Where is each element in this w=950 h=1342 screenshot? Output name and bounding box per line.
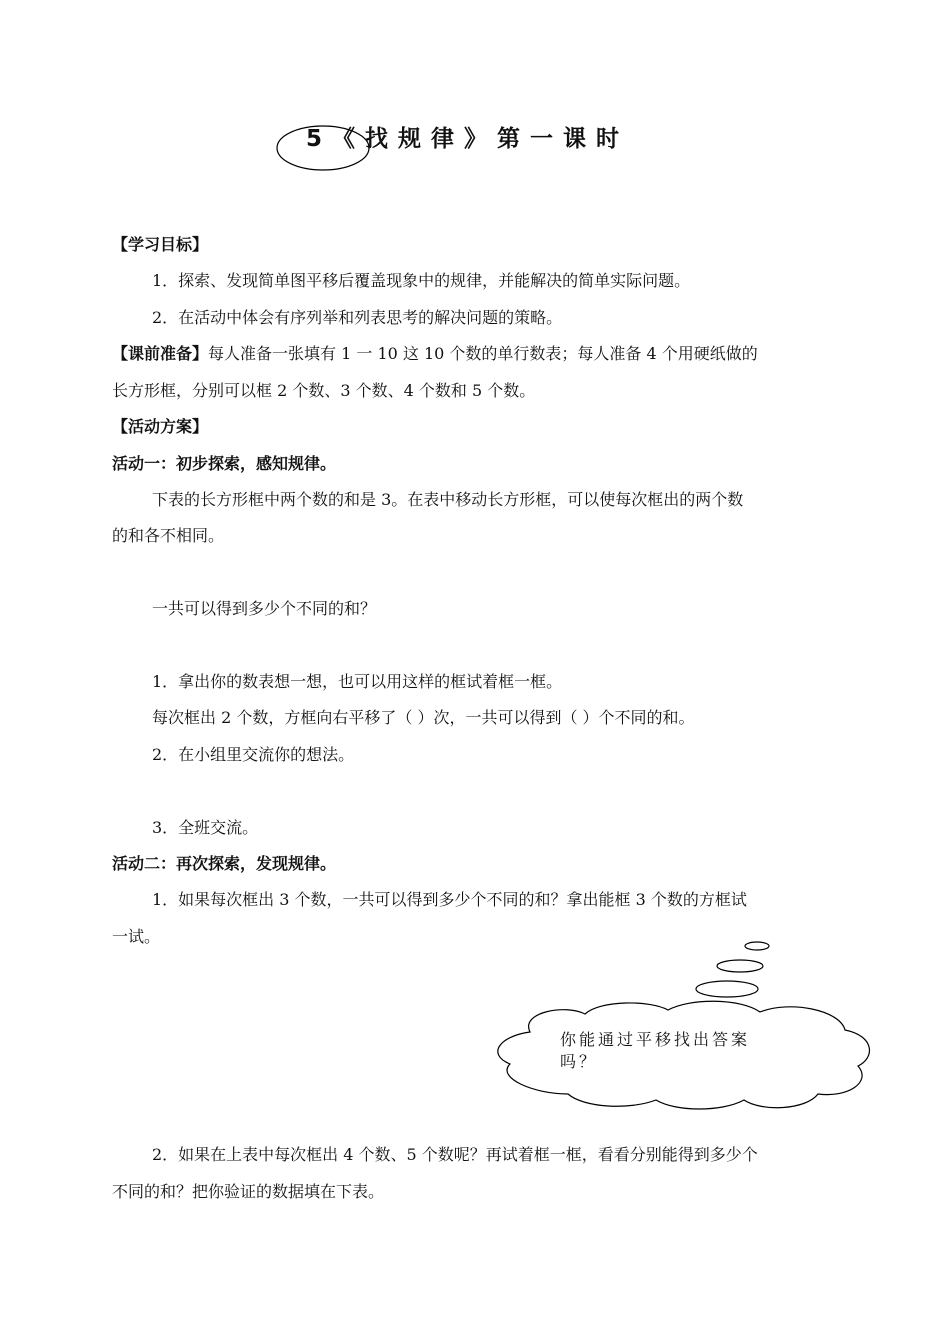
step-3: 3．全班交流。 xyxy=(152,818,259,837)
page-title: 5《找规律》第一课时 xyxy=(306,126,630,152)
question: 一共可以得到多少个不同的和？ xyxy=(152,599,377,618)
plan-heading: 【活动方案】 xyxy=(112,417,209,436)
prep-text-1: 每人准备一张填有 1 一 10 这 10 个数的单行数表；每人准备 4 个用硬纸做的 xyxy=(208,344,758,363)
thought-cloud xyxy=(498,1001,870,1109)
thought-bubbles xyxy=(696,942,769,997)
step-1b: 每次框出 2 个数，方框向右平移了（ ）次，一共可以得到（ ）个不同的和。 xyxy=(152,708,695,727)
activity2-heading: 活动二：再次探索，发现规律。 xyxy=(112,854,337,873)
activity2-q2-line-1: 2．如果在上表中每次框出 4 个数、5 个数呢？再试着框一框，看看分别能得到多少个 xyxy=(152,1145,758,1164)
activity1-line-1: 下表的长方形框中两个数的和是 3。在表中移动长方形框，可以使每次框出的两个数 xyxy=(152,490,744,509)
goals-heading: 【学习目标】 xyxy=(112,235,209,254)
prep-line-2: 长方形框，分别可以框 2 个数、3 个数、4 个数和 5 个数。 xyxy=(112,381,536,400)
goal-2: 2．在活动中体会有序列举和列表思考的解决问题的策略。 xyxy=(152,308,563,327)
activity1-heading: 活动一：初步探索，感知规律。 xyxy=(112,454,337,473)
goal-1: 1．探索、发现简单图平移后覆盖现象中的规律，并能解决的简单实际问题。 xyxy=(152,271,691,290)
activity2-line-1: 1．如果每次框出 3 个数，一共可以得到多少个不同的和？拿出能框 3 个数的方框试 xyxy=(152,890,747,909)
activity2-line-2: 一试。 xyxy=(112,927,161,946)
cloud-line-1: 你能通过平移找出答案 xyxy=(560,1030,751,1049)
cloud-line-2: 吗？ xyxy=(560,1052,599,1071)
step-2: 2．在小组里交流你的想法。 xyxy=(152,745,355,764)
activity1-line-2: 的和各不相同。 xyxy=(112,526,225,545)
activity2-q2-line-2: 不同的和？把你验证的数据填在下表。 xyxy=(112,1182,385,1201)
prep-heading: 【课前准备】 xyxy=(112,344,209,363)
thought-bubble-small xyxy=(745,942,769,950)
prep-line-1 xyxy=(112,341,758,364)
thought-bubble-large xyxy=(696,981,758,997)
step-1: 1．拿出你的数表想一想，也可以用这样的框试着框一框。 xyxy=(152,672,563,691)
thought-bubble-medium xyxy=(717,960,763,972)
